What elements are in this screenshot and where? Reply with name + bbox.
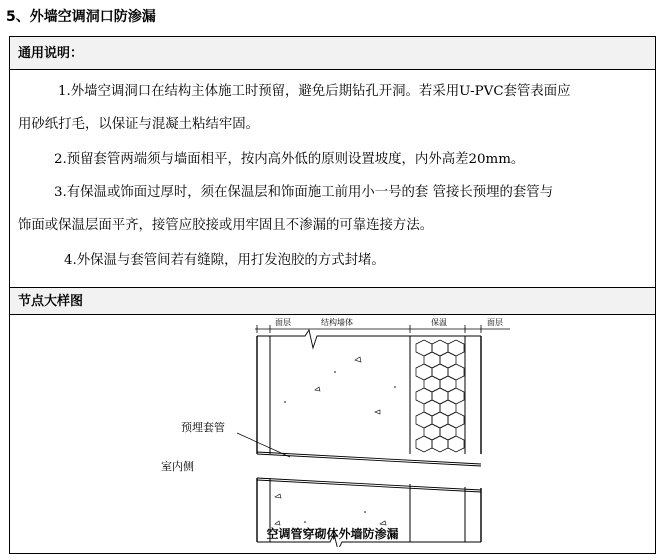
detail-drawing-header: 节点大样图 xyxy=(10,287,655,315)
label-insulation: 保温 xyxy=(431,318,447,327)
spec-table xyxy=(9,36,656,554)
note-3-part-b: 饰面或保温层面平齐，接管应胶接或用牢固且不渗漏的可靠连接方法。 xyxy=(18,218,434,233)
note-3-part-a: 3.有保温或饰面过厚时，须在保温层和饰面施工前用小一号的套 管接长预埋的套管与 xyxy=(54,185,554,200)
note-line-4 xyxy=(18,244,652,277)
note-line-3 xyxy=(18,176,652,242)
note-4: 4.外保温与套管间若有缝隙，用打发泡胶的方式封堵。 xyxy=(64,253,385,268)
drawing-caption: 空调管穿砌体外墙防渗漏 xyxy=(266,527,399,541)
note-line-1 xyxy=(18,75,652,141)
note-1-part-a: 1.外墙空调洞口在结构主体施工时预留，避免后期钻孔开洞。若采用U-PVC套管表面应 xyxy=(58,84,571,99)
note-line-2 xyxy=(18,143,652,176)
wall-section-drawing xyxy=(125,312,545,547)
label-structure-wall: 结构墙体 xyxy=(321,318,353,327)
note-2: 2.预留套管两端须与墙面相平，按内高外低的原则设置坡度，内外高差20mm。 xyxy=(54,152,525,167)
insulation-pattern xyxy=(416,340,464,452)
label-face-right: 面层 xyxy=(487,318,503,327)
general-notes-header: 通用说明： xyxy=(10,37,655,70)
sleeve-pipe xyxy=(257,452,481,466)
label-indoor-side: 室内侧 xyxy=(161,460,194,473)
label-embedded-sleeve: 预埋套管 xyxy=(181,421,225,434)
label-face-left: 面层 xyxy=(275,318,291,327)
section-heading: 5、外墙空调洞口防渗漏 xyxy=(6,9,156,25)
note-1-part-b: 用砂纸打毛，以保证与混凝土粘结牢固。 xyxy=(18,117,260,132)
